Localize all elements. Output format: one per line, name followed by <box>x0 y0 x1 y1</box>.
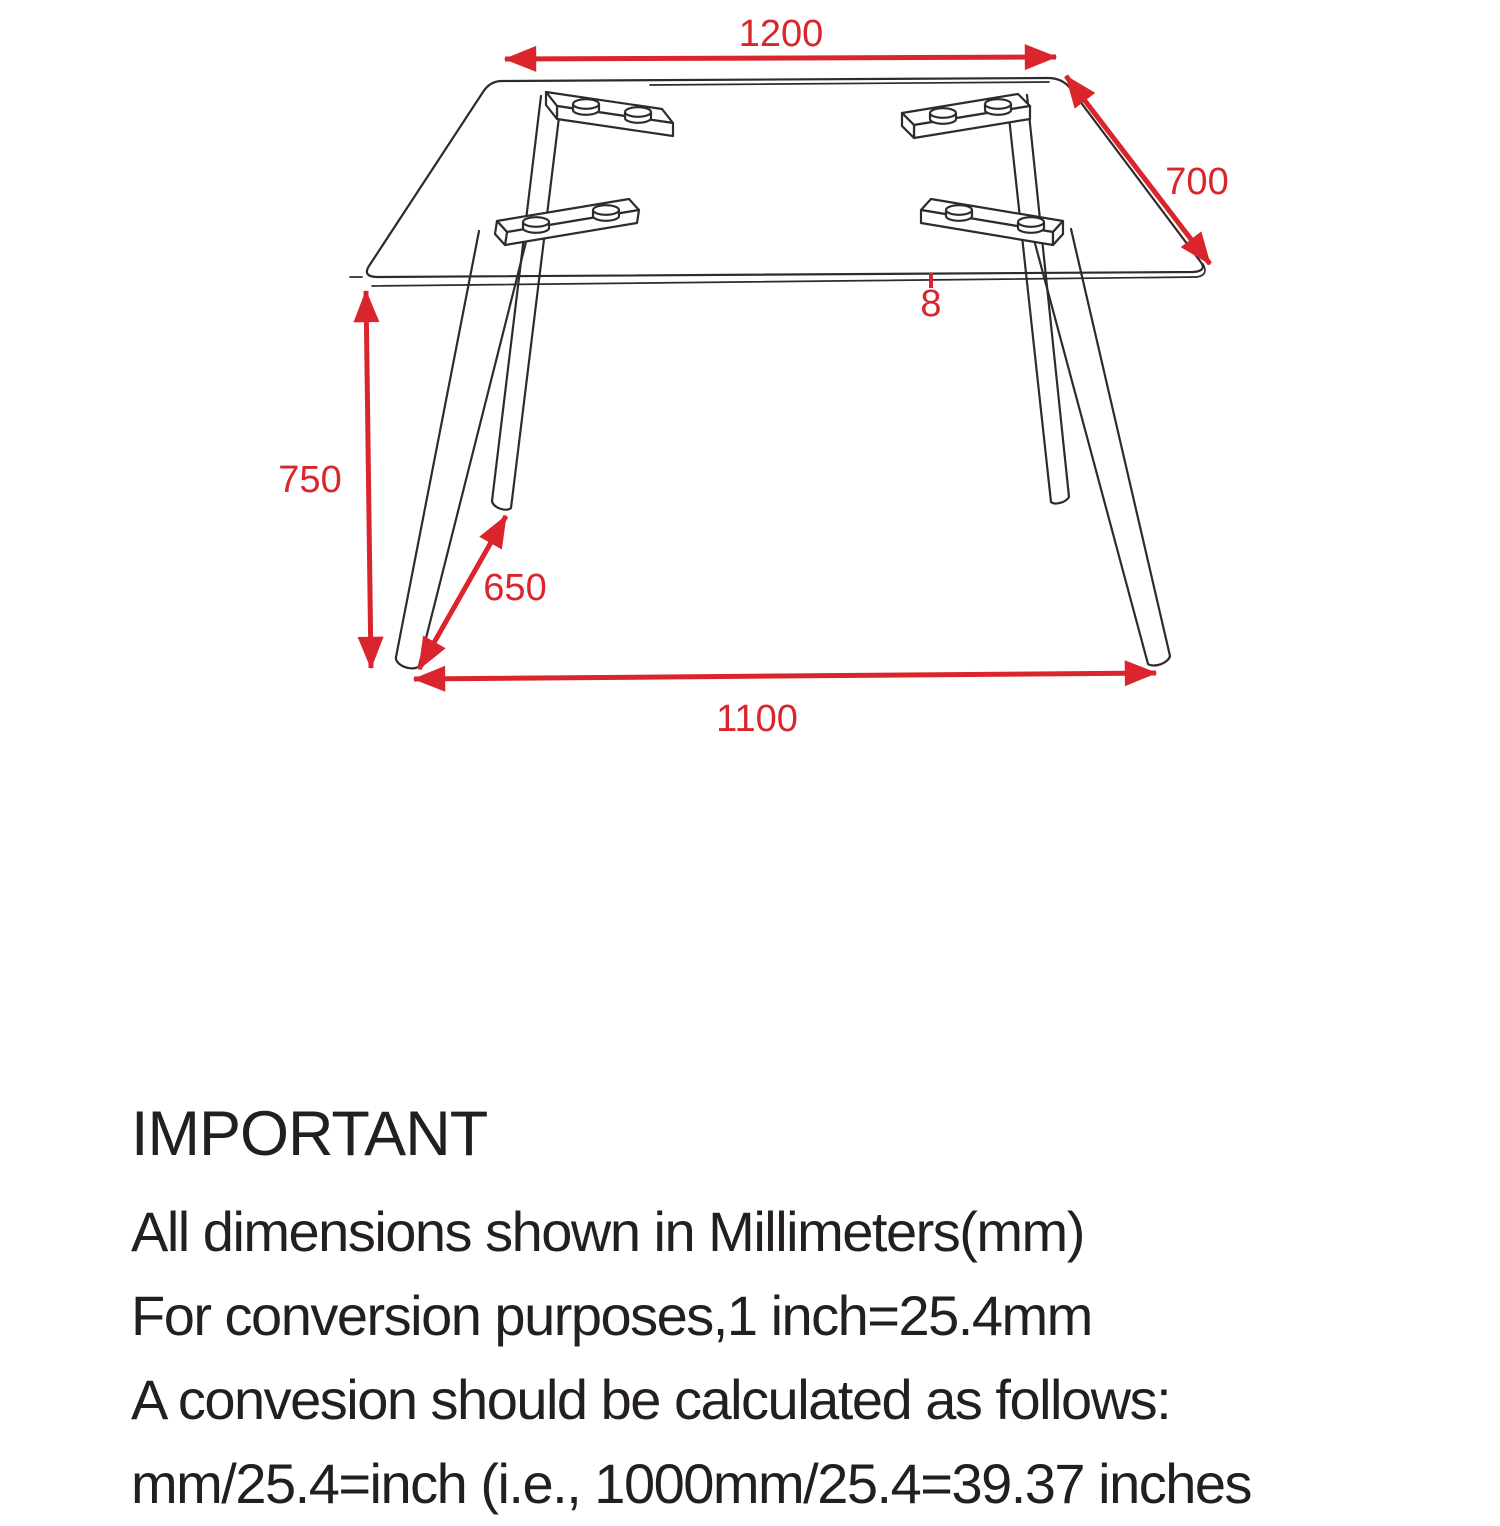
glass-front-thickness-line <box>350 277 1197 286</box>
notice-line-2: For conversion purposes,1 inch=25.4mm <box>131 1284 1092 1347</box>
dimension-annotations <box>278 13 1228 740</box>
dimension-top-width <box>505 13 1056 59</box>
dimension-label-650: 650 <box>483 567 547 609</box>
units-notice <box>131 1099 1252 1526</box>
screw <box>625 107 651 123</box>
bracket-front-right <box>921 199 1063 245</box>
screw <box>946 205 972 221</box>
notice-line-4: mm/25.4=inch (i.e., 1000mm/25.4=39.37 inches <box>131 1452 1252 1515</box>
dimension-label-1100: 1100 <box>716 698 798 740</box>
bracket-front-left <box>495 199 639 245</box>
screw <box>523 217 549 233</box>
mounting-brackets <box>495 92 1063 245</box>
dimension-label-700: 700 <box>1165 161 1229 203</box>
screw <box>573 99 599 115</box>
table-leg-front-right <box>1033 229 1170 665</box>
table-leg-back-right <box>1007 95 1069 503</box>
dimension-top-depth <box>1066 76 1229 264</box>
bracket-back-left <box>546 92 673 136</box>
dimension-table-height <box>278 291 371 668</box>
screw <box>985 99 1011 115</box>
notice-heading: IMPORTANT <box>131 1099 488 1169</box>
screw <box>593 205 619 221</box>
dimension-label-750: 750 <box>278 459 342 501</box>
table-leg-back-left <box>492 96 561 510</box>
dimension-label-8: 8 <box>920 283 942 325</box>
screw <box>930 108 956 124</box>
notice-line-3: A convesion should be calculated as follows: <box>131 1368 1171 1431</box>
dimension-leg-width-spacing <box>414 673 1156 740</box>
glass-back-thickness-line <box>650 82 1049 85</box>
table-top-outline <box>367 78 1203 277</box>
dimension-label-1200: 1200 <box>738 13 824 55</box>
screw <box>1018 217 1044 233</box>
notice-line-1: All dimensions shown in Millimeters(mm) <box>131 1200 1084 1263</box>
